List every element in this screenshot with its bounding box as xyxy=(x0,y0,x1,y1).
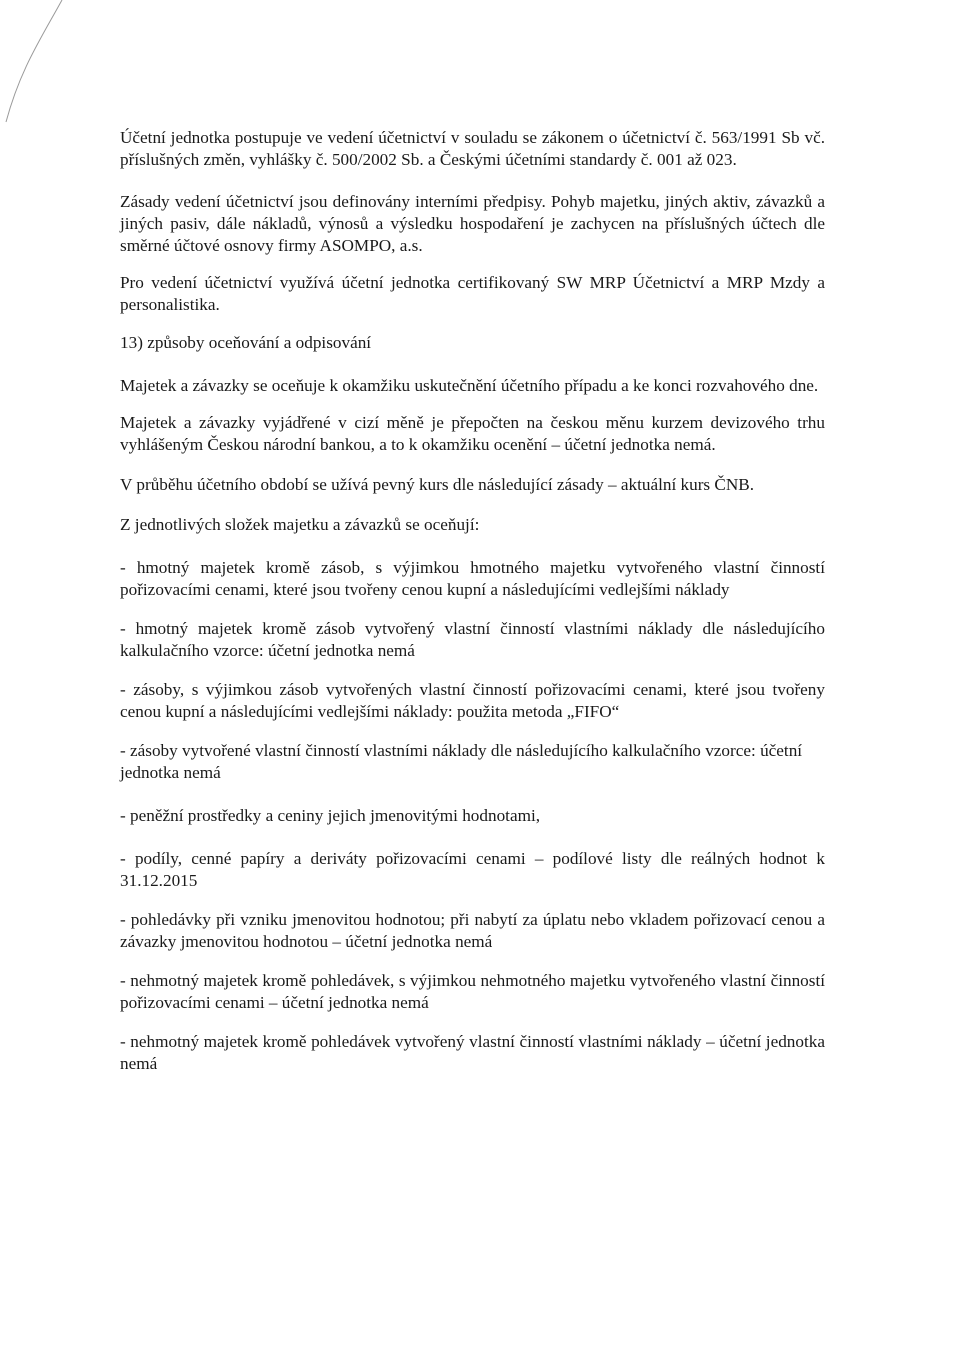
section-heading-valuation: 13) způsoby oceňování a odpisování xyxy=(120,333,372,352)
paragraph-components-intro: Z jednotlivých složek majetku a závazků se oceňují: xyxy=(120,515,480,534)
list-item-intangible-own-production: - nehmotný majetek kromě pohledávek vytvořený vlastní činností vlastními náklady – účetní jednotka nemá xyxy=(120,1032,825,1073)
paragraph-valuation-moment: Majetek a závazky se oceňuje k okamžiku uskutečnění účetního případu a ke konci rozvahového dne. xyxy=(120,376,819,395)
paragraph-accounting-principles: Zásady vedení účetnictví jsou definovány interními předpisy. Pohyb majetku, jiných aktiv, závazků a jiných pasiv, dále nákladů, výnosů a výsledku hospodaření je zachycen na příslušných účtech dle směrné účtové osnovy firmy ASOMPO, a.s. xyxy=(120,192,825,255)
list-item-inventory: - zásoby, s výjimkou zásob vytvořených vlastní činností pořizovacími cenami, které jsou tvořeny cenou kupní a následujícími vedlejšími náklady: použita metoda „FIFO“ xyxy=(120,680,825,721)
paragraph-exchange-rate: V průběhu účetního období se užívá pevný kurs dle následující zásady – aktuální kurs ČNB. xyxy=(120,475,755,494)
list-item-inventory-own-production: - zásoby vytvořené vlastní činností vlastními náklady dle následujícího kalkulačního vzorce: účetní jednotka nemá xyxy=(120,741,803,782)
list-item-cash: - peněžní prostředky a ceniny jejich jmenovitými hodnotami, xyxy=(120,806,541,825)
list-item-receivables: - pohledávky při vzniku jmenovitou hodnotou; při nabytí za úplatu nebo vkladem pořizovací cenou a závazky jmenovitou hodnotou – účetní jednotka nemá xyxy=(120,910,825,951)
paragraph-legal-basis: Účetní jednotka postupuje ve vedení účetnictví v souladu se zákonem o účetnictví č. 563/1991 Sb vč. příslušných změn, vyhlášky č. 500/2002 Sb. a Českými účetními standardy č. 001 až 023. xyxy=(120,128,825,169)
list-item-intangible-assets: - nehmotný majetek kromě pohledávek, s výjimkou nehmotného majetku vytvořeného vlastní činností pořizovacími cenami – účetní jednotka nemá xyxy=(120,971,825,1012)
list-item-tangible-own-production: - hmotný majetek kromě zásob vytvořený vlastní činností vlastními náklady dle následujícího kalkulačního vzorce: účetní jednotka nemá xyxy=(120,619,825,660)
paragraph-software: Pro vedení účetnictví využívá účetní jednotka certifikovaný SW MRP Účetnictví a MRP Mzdy a personalistika. xyxy=(120,273,825,314)
paragraph-foreign-currency: Majetek a závazky vyjádřené v cizí měně je přepočten na českou měnu kurzem devizového trhu vyhlášeným Českou národní bankou, a to k okamžiku ocenění – účetní jednotka nemá. xyxy=(120,413,825,454)
list-item-tangible-assets: - hmotný majetek kromě zásob, s výjimkou hmotného majetku vytvořeného vlastní činností pořizovacími cenami, které jsou tvořeny cenou kupní a následujícími vedlejšími náklady xyxy=(120,558,825,599)
scan-edge-line xyxy=(0,0,80,130)
document-body xyxy=(120,127,825,1075)
list-item-securities: - podíly, cenné papíry a deriváty pořizovacími cenami – podílové listy dle reálných hodnot k 31.12.2015 xyxy=(120,849,825,890)
